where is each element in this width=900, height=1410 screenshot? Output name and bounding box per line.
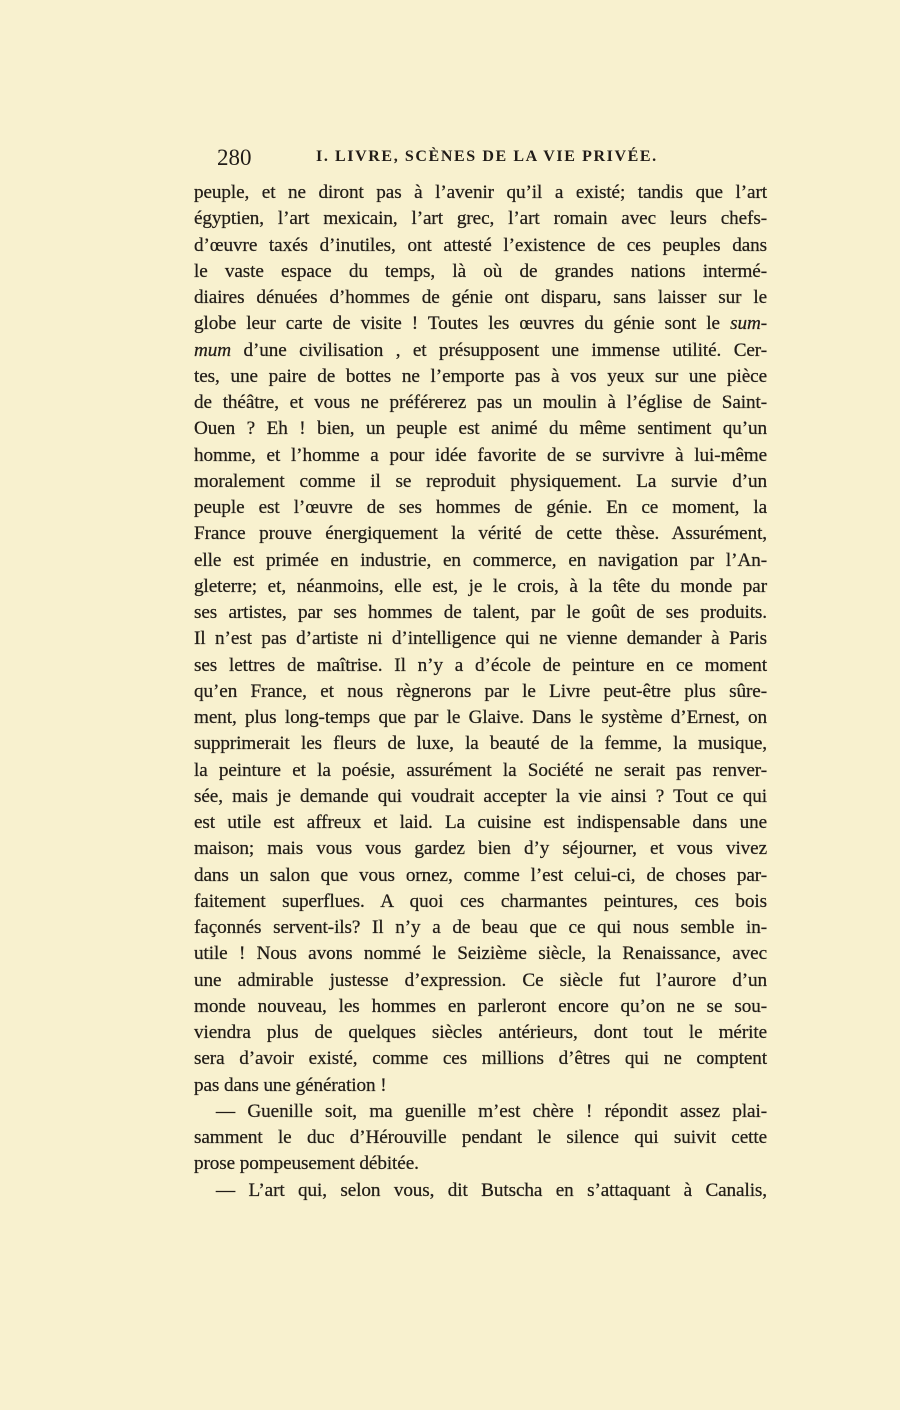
text-line xyxy=(194,1125,767,1151)
line-text: globe leur carte de visite ! Toutes les œuvres du génie sont le xyxy=(194,313,731,335)
line-text: viendra plus de quelques siècles antérieurs, dont tout le mérite xyxy=(194,1022,767,1043)
line-text: Ouen ? Eh ! bien, un peuple est animé du même sentiment qu’un xyxy=(194,418,767,440)
text-line xyxy=(194,889,767,915)
line-text: d’une civilisation , et présupposent une immense utilité. Cer- xyxy=(231,339,767,361)
text-line xyxy=(194,1020,767,1046)
text-line xyxy=(194,968,767,994)
text-line xyxy=(194,206,767,232)
text-line xyxy=(194,338,767,364)
text-line xyxy=(194,548,767,574)
line-text: ses lettres de maîtrise. Il n’y a d’école de peinture en ce moment xyxy=(194,654,767,676)
text-line xyxy=(194,574,767,600)
text-line xyxy=(194,653,767,679)
italic-text: mum xyxy=(194,339,232,361)
text-line xyxy=(194,758,767,784)
line-text: le vaste espace du temps, là où de grandes nations intermé- xyxy=(194,260,767,282)
line-text: moralement comme il se reproduit physiquement. La survie d’un xyxy=(194,470,767,492)
line-text: faitement superflues. A quoi ces charmantes peintures, ces bois xyxy=(194,890,767,912)
line-text: peuple, et ne diront pas à l’avenir qu’il a existé; tandis que l’art xyxy=(194,182,767,203)
body-text xyxy=(194,180,767,1204)
line-text: peuple est l’œuvre de ses hommes de génie. En ce moment, la xyxy=(194,497,767,518)
text-line xyxy=(194,863,767,889)
text-line xyxy=(194,941,767,967)
text-line xyxy=(194,810,767,836)
line-text: diaires dénuées d’hommes de génie ont disparu, sans laisser sur le xyxy=(194,287,767,308)
text-line xyxy=(194,364,767,390)
line-text: ses artistes, par ses hommes de talent, par le goût de ses produits. xyxy=(194,602,767,623)
text-line xyxy=(194,390,767,416)
text-line xyxy=(194,1073,767,1099)
text-line xyxy=(194,679,767,705)
line-text: — Guenille soit, ma guenille m’est chère ! répondit assez plai- xyxy=(216,1100,767,1122)
text-line xyxy=(194,469,767,495)
italic-text: sum- xyxy=(730,313,767,335)
line-text: — L’art qui, selon vous, dit Butscha en s’attaquant à Canalis, xyxy=(216,1179,767,1201)
text-line xyxy=(194,705,767,731)
text-line xyxy=(194,915,767,941)
line-text: samment le duc d’Hérouville pendant le silence qui suivit cette xyxy=(194,1127,767,1148)
line-text: France prouve énergiquement la vérité de cette thèse. Assurément, xyxy=(194,523,767,545)
text-line xyxy=(194,259,767,285)
line-text: de théâtre, et vous ne préférerez pas un moulin à l’église de Saint- xyxy=(194,392,767,413)
running-title: I. LIVRE, SCÈNES DE LA VIE PRIVÉE. xyxy=(316,148,658,165)
line-text: supprimerait les fleurs de luxe, la beauté de la femme, la musique, xyxy=(194,733,767,755)
text-line xyxy=(194,1046,767,1072)
page-number: 280 xyxy=(217,145,252,170)
line-text: utile ! Nous avons nommé le Seizième siècle, la Renaissance, avec xyxy=(194,943,767,965)
text-line xyxy=(194,495,767,521)
line-text: gleterre; et, néanmoins, elle est, je le crois, à la tête du monde par xyxy=(194,575,767,597)
text-line xyxy=(194,784,767,810)
line-text: Il n’est pas d’artiste ni d’intelligence qui ne vienne demander à Paris xyxy=(194,628,767,650)
text-line xyxy=(194,600,767,626)
line-text: une admirable justesse d’expression. Ce siècle fut l’aurore d’un xyxy=(194,969,767,991)
text-line xyxy=(194,311,767,337)
text-line xyxy=(194,1178,767,1204)
line-text: ment, plus long-temps que par le Glaive. Dans le système d’Ernest, on xyxy=(194,707,767,728)
text-line xyxy=(194,233,767,259)
line-text: dans un salon que vous ornez, comme l’est celui-ci, de choses par- xyxy=(194,864,767,886)
line-text: homme, et l’homme a pour idée favorite de se survivre à lui-même xyxy=(194,444,767,466)
text-line xyxy=(194,416,767,442)
line-text: elle est primée en industrie, en commerce, en navigation par l’An- xyxy=(194,549,767,571)
line-text: sera d’avoir existé, comme ces millions d’êtres qui ne comptent xyxy=(194,1048,767,1070)
line-text: façonnés servent-ils? Il n’y a de beau que ce qui nous semble in- xyxy=(194,917,767,938)
line-text: prose pompeusement débitée. xyxy=(194,1153,419,1175)
text-line xyxy=(194,836,767,862)
line-text: monde nouveau, les hommes en parleront encore qu’on ne se sou- xyxy=(194,995,767,1017)
text-line xyxy=(194,626,767,652)
line-text: est utile est affreux et laid. La cuisine est indispensable dans une xyxy=(194,812,767,833)
line-text: maison; mais vous vous gardez bien d’y séjourner, et vous vivez xyxy=(194,838,767,860)
text-line xyxy=(194,1099,767,1125)
line-text: qu’en France, et nous règnerons par le Livre peut-être plus sûre- xyxy=(194,680,767,702)
line-text: la peinture et la poésie, assurément la Société ne serait pas renver- xyxy=(194,759,767,781)
text-line xyxy=(194,443,767,469)
text-line xyxy=(194,1151,767,1177)
line-text: égyptien, l’art mexicain, l’art grec, l’art romain avec leurs chefs- xyxy=(194,208,767,230)
line-text: pas dans une génération ! xyxy=(194,1074,387,1096)
text-line xyxy=(194,731,767,757)
text-line xyxy=(194,521,767,547)
text-line xyxy=(194,180,767,206)
text-line xyxy=(194,994,767,1020)
text-line xyxy=(194,285,767,311)
line-text: d’œuvre taxés d’inutiles, ont attesté l’existence de ces peuples dans xyxy=(194,234,767,256)
line-text: tes, une paire de bottes ne l’emporte pas à vos yeux sur une pièce xyxy=(194,365,767,387)
line-text: sée, mais je demande qui voudrait accepter la vie ainsi ? Tout ce qui xyxy=(194,785,767,807)
